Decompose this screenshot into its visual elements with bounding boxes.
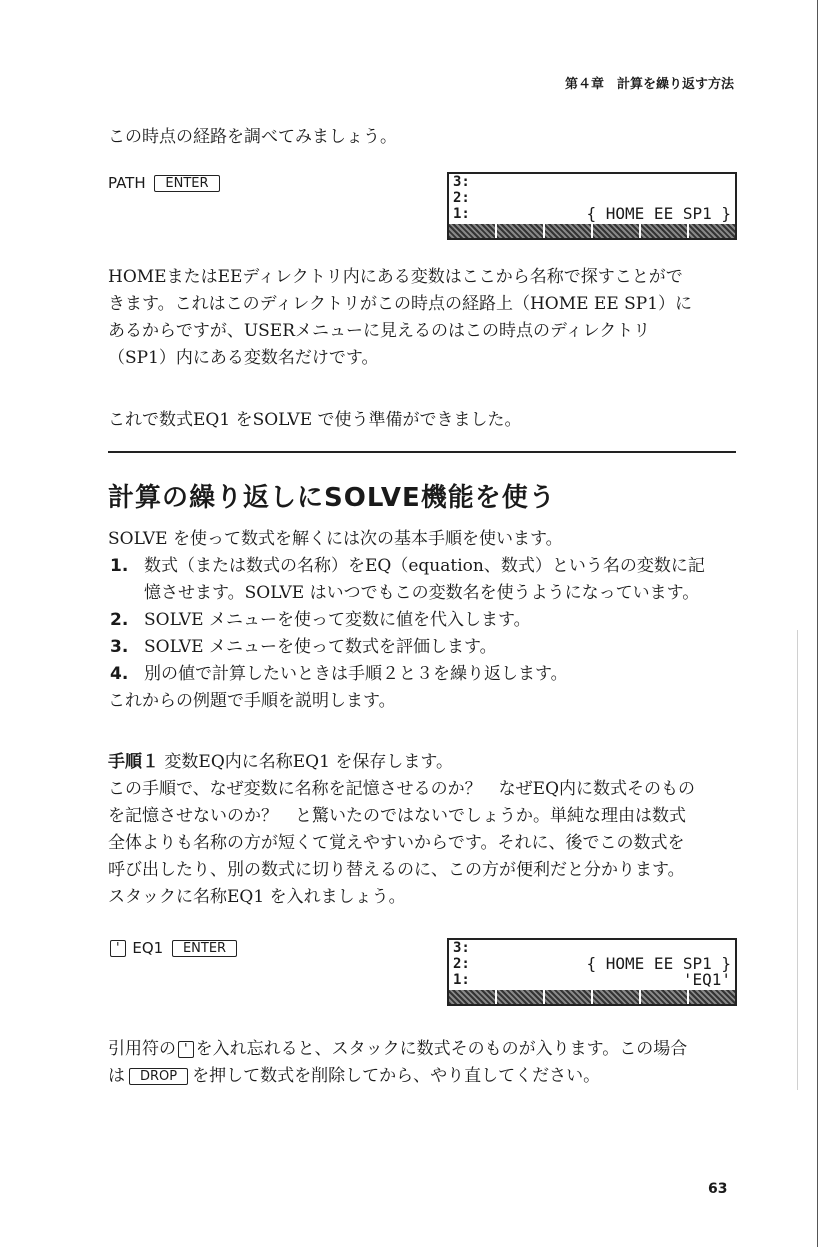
- menu-key: [593, 990, 639, 1004]
- ready-sentence: これで数式EQ1 をSOLVE で使う準備ができました。: [108, 410, 522, 430]
- stack-value: { HOME EE SP1 }: [586, 954, 731, 973]
- menu-key-labels: [449, 224, 735, 238]
- calculator-display-1: [447, 172, 737, 240]
- step-number: 1.: [110, 556, 129, 576]
- drop-key: DROP: [129, 1068, 188, 1085]
- step-text: SOLVE メニューを使って変数に値を代入します。: [144, 610, 531, 630]
- enter-key: ENTER: [154, 175, 219, 192]
- stack-level-3: 3:: [453, 940, 470, 956]
- closing-line-1: 引用符の ' を入れ忘れると、スタックに数式そのものが入ります。この場合: [108, 1039, 688, 1059]
- step-text: 憶させます。SOLVE はいつでもこの変数名を使うようになっています。: [144, 583, 700, 603]
- body-line: HOMEまたはEEディレクトリ内にある変数はここから名称で探すことがで: [108, 267, 683, 287]
- step-text: 別の値で計算したいときは手順２と３を繰り返します。: [144, 664, 568, 684]
- stack-level-2: 2: { HOME EE SP1 }: [453, 954, 731, 973]
- running-head: 第４章 計算を繰り返す方法: [564, 77, 734, 92]
- body-line: （SP1）内にある変数名だけです。: [108, 348, 379, 368]
- menu-key-labels: [449, 990, 735, 1004]
- procedure-label: 手順１: [108, 752, 159, 772]
- command-text: PATH: [108, 174, 146, 192]
- section-divider: [108, 451, 736, 453]
- page-number: 63: [708, 1181, 728, 1197]
- steps-block: [108, 526, 705, 715]
- step-item-2: [108, 607, 705, 634]
- procedure-line: この手順で、なぜ変数に名称を記憶させるのか？ なぜEQ内に数式そのもの: [108, 779, 696, 799]
- stack-level-3: 3:: [453, 174, 470, 190]
- procedure-heading: [108, 749, 695, 776]
- calculator-display-2: [447, 938, 737, 1006]
- menu-key: [641, 224, 687, 238]
- stack-value: 'EQ1': [682, 970, 731, 989]
- step-item-3: [108, 634, 705, 661]
- procedure-1: [108, 749, 695, 911]
- menu-key: [449, 990, 495, 1004]
- step-item-1: [108, 553, 705, 607]
- body-paragraph-1: [108, 264, 692, 372]
- step-text: SOLVE メニューを使って数式を評価します。: [144, 637, 497, 657]
- menu-key: [497, 990, 543, 1004]
- step-number: 2.: [110, 610, 129, 630]
- step-text: 数式（または数式の名称）をEQ（equation、数式）という名の変数に記: [144, 556, 705, 576]
- body-line: あるからですが、USERメニューに見えるのはこの時点のディレクトリ: [108, 321, 651, 341]
- quote-key: ': [178, 1041, 194, 1058]
- procedure-text: 変数EQ内に名称EQ1 を保存します。: [164, 752, 453, 772]
- steps-outro: これからの例題で手順を説明します。: [108, 691, 396, 711]
- step-item-4: [108, 661, 705, 688]
- menu-key: [593, 224, 639, 238]
- menu-key: [545, 990, 591, 1004]
- step-number: 3.: [110, 637, 129, 657]
- stack-level-1: 1: { HOME EE SP1 }: [453, 204, 731, 223]
- section-title: 計算の繰り返しにSOLVE機能を使う: [108, 483, 556, 513]
- stack-level-1: 1: 'EQ1': [453, 970, 731, 989]
- stack-value: { HOME EE SP1 }: [586, 204, 731, 223]
- keystroke-path-enter: [108, 174, 224, 192]
- procedure-line: を記憶させないのか？ と驚いたのではないでしょうか。単純な理由は数式: [108, 806, 686, 826]
- body-line: きます。これはこのディレクトリがこの時点の経路上（HOME EE SP1）に: [108, 294, 693, 314]
- menu-key: [449, 224, 495, 238]
- enter-key: ENTER: [172, 940, 237, 957]
- closing-line-2: は DROP を押して数式を削除してから、やり直してください。: [108, 1066, 601, 1086]
- page-edge-rule: [817, 0, 818, 1247]
- procedure-line: 全体よりも名称の方が短くて覚えやすいからです。それに、後でこの数式を: [108, 833, 685, 853]
- stack-level-2: 2:: [453, 190, 470, 206]
- menu-key: [689, 224, 735, 238]
- menu-key: [641, 990, 687, 1004]
- faint-margin-rule: [797, 630, 798, 1090]
- procedure-line: スタックに名称EQ1 を入れましょう。: [108, 887, 406, 907]
- menu-key: [689, 990, 735, 1004]
- menu-key: [497, 224, 543, 238]
- procedure-line: 呼び出したり、別の数式に切り替えるのに、この方が便利だと分かります。: [108, 860, 685, 880]
- intro-sentence: この時点の経路を調べてみましょう。: [108, 127, 397, 147]
- step-number: 4.: [110, 664, 129, 684]
- command-text: EQ1: [132, 939, 164, 957]
- keystroke-quote-eq1-enter: [108, 939, 241, 957]
- steps-intro: SOLVE を使って数式を解くには次の基本手順を使います。: [108, 529, 563, 549]
- menu-key: [545, 224, 591, 238]
- quote-key: ': [110, 940, 126, 957]
- closing-paragraph: [108, 1036, 687, 1090]
